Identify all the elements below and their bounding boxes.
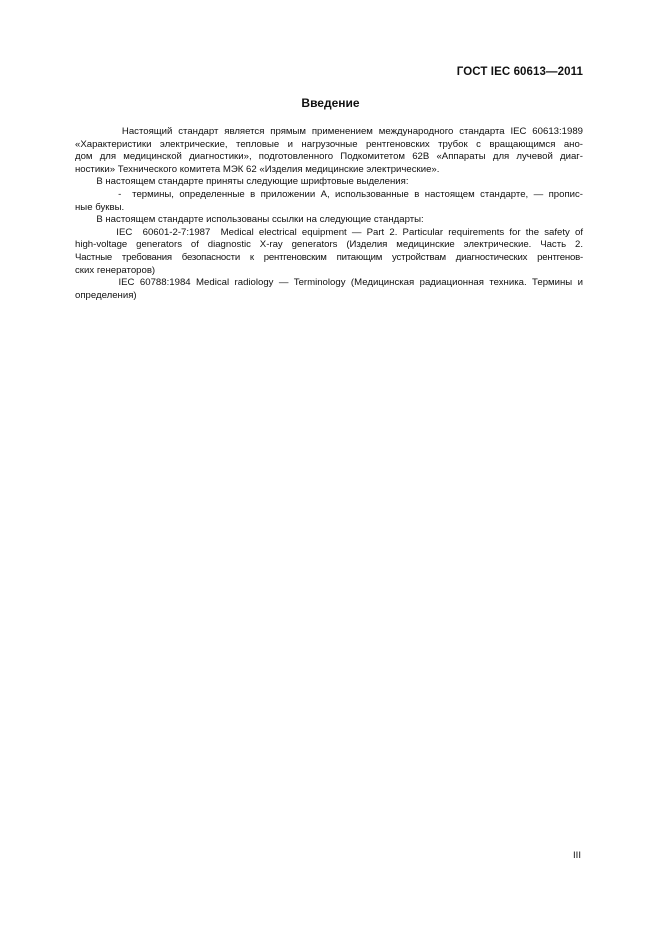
text-line: В настоящем стандарте использованы ссылки на следующие стандарты: xyxy=(75,214,424,226)
text-line: ностики» Технического комитета МЭК 62 «Изделия медицинские электрические». xyxy=(75,163,440,175)
section-title: Введение xyxy=(301,96,360,110)
paragraph-standard-origin xyxy=(75,126,583,176)
text-line: ные буквы. xyxy=(75,201,125,213)
text-line: IEC 60788:1984 Medical radiology — Terminology (Медицинская радиационная техника. Термины и xyxy=(75,277,583,289)
reference-iec-60788 xyxy=(75,277,583,302)
text-line: Настоящий стандарт является прямым применением международного стандарта IEC 60613:1989 xyxy=(75,126,583,137)
introduction-body xyxy=(75,126,583,302)
page-number: III xyxy=(573,850,581,861)
text-line: - термины, определенные в приложении А, использованные в настоящем стандарте, — пропис- xyxy=(75,188,583,200)
text-line: high-voltage generators of diagnostic X-ray generators (Изделия медицинские электрические. Часть 2. xyxy=(75,239,583,251)
paragraph-terms-convention xyxy=(75,189,583,214)
document-code: ГОСТ IEC 60613—2011 xyxy=(456,66,583,78)
text-line: дом для медицинской диагностики», подготовленного Подкомитетом 62В «Аппараты для лучевой диаг- xyxy=(75,151,583,163)
paragraph-references-intro xyxy=(75,214,583,227)
text-line: В настоящем стандарте приняты следующие шрифтовые выделения: xyxy=(75,176,409,188)
text-line: определения) xyxy=(75,289,137,301)
text-line: ских генераторов) xyxy=(75,264,156,276)
text-line: «Характеристики электрические, тепловые и нагрузочные рентгеновских трубок с вращающимся ано- xyxy=(75,138,583,150)
text-line: Частные требования безопасности к рентгеновским питающим устройствам диагностических рентгенов- xyxy=(75,251,583,263)
text-line: IEC 60601-2-7:1987 Medical electrical equipment — Part 2. Particular requirements for the safety of xyxy=(75,226,583,238)
reference-iec-60601 xyxy=(75,227,583,277)
paragraph-font-conventions xyxy=(75,176,583,189)
